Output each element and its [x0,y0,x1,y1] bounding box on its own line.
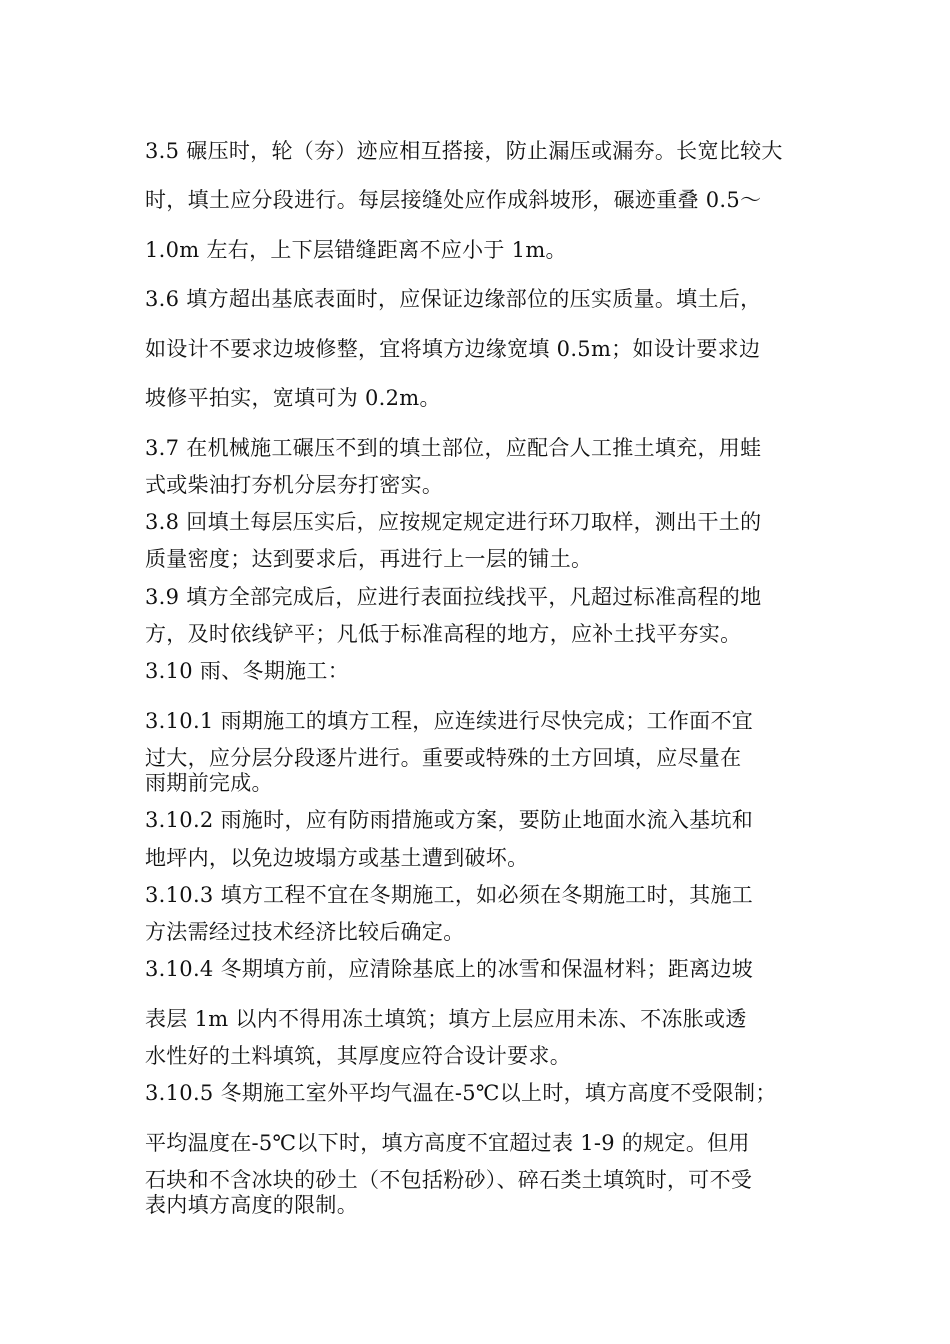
para-3-9-line-2: 方，及时依线铲平；凡低于标准高程的地方，应补土找平夯实。 [145,622,742,646]
para-3-8-line-1: 3.8 回填土每层压实后，应按规定规定进行环刀取样，测出干土的 [145,510,762,534]
section-3-10-heading: 3.10 雨、冬期施工： [145,659,350,683]
para-3-5-line-1: 3.5 碾压时，轮（夯）迹应相互搭接，防止漏压或漏夯。长宽比较大 [145,139,783,163]
para-3-8-line-2: 质量密度；达到要求后，再进行上一层的铺土。 [145,547,593,571]
para-3-10-1-line-2: 过大，应分层分段逐片进行。重要或特殊的土方回填，应尽量在 [145,746,742,770]
para-3-10-5-line-2: 平均温度在-5℃以下时，填方高度不宜超过表 1-9 的规定。但用 [145,1131,750,1155]
para-3-7-line-2: 式或柴油打夯机分层夯打密实。 [145,473,444,497]
para-3-10-5-line-1: 3.10.5 冬期施工室外平均气温在-5℃以上时，填方高度不受限制； [145,1081,777,1105]
para-3-10-5-line-3: 石块和不含冰块的砂土（不包括粉砂）、碎石类土填筑时，可不受 [145,1168,753,1192]
para-3-6-line-2: 如设计不要求边坡修整，宜将填方边缘宽填 0.5m；如设计要求边 [145,337,761,361]
para-3-10-5-line-4: 表内填方高度的限制。 [145,1193,358,1217]
para-3-10-2-line-1: 3.10.2 雨施时，应有防雨措施或方案，要防止地面水流入基坑和 [145,808,754,832]
para-3-6-line-1: 3.6 填方超出基底表面时，应保证边缘部位的压实质量。填土后， [145,287,762,311]
para-3-10-4-line-1: 3.10.4 冬期填方前，应清除基底上的冰雪和保温材料；距离边坡 [145,957,754,981]
para-3-5-line-3: 1.0m 左右，上下层错缝距离不应小于 1m。 [145,238,567,262]
para-3-10-4-line-2: 表层 1m 以内不得用冻土填筑；填方上层应用未冻、不冻胀或透 [145,1007,747,1031]
para-3-10-1-line-3: 雨期前完成。 [145,771,273,795]
para-3-10-2-line-2: 地坪内，以免边坡塌方或基土遭到破坏。 [145,846,529,870]
para-3-6-line-3: 坡修平拍实，宽填可为 0.2m。 [145,386,441,410]
para-3-7-line-1: 3.7 在机械施工碾压不到的填土部位，应配合人工推土填充，用蛙 [145,436,762,460]
para-3-10-1-line-1: 3.10.1 雨期施工的填方工程，应连续进行尽快完成；工作面不宜 [145,709,754,733]
para-3-10-3-line-1: 3.10.3 填方工程不宜在冬期施工，如必须在冬期施工时，其施工 [145,883,754,907]
para-3-10-4-line-3: 水性好的土料填筑，其厚度应符合设计要求。 [145,1044,571,1068]
para-3-5-line-2: 时，填土应分段进行。每层接缝处应作成斜坡形，碾迹重叠 0.5～ [145,188,762,212]
para-3-9-line-1: 3.9 填方全部完成后，应进行表面拉线找平，凡超过标准高程的地 [145,585,762,609]
para-3-10-3-line-2: 方法需经过技术经济比较后确定。 [145,920,465,944]
